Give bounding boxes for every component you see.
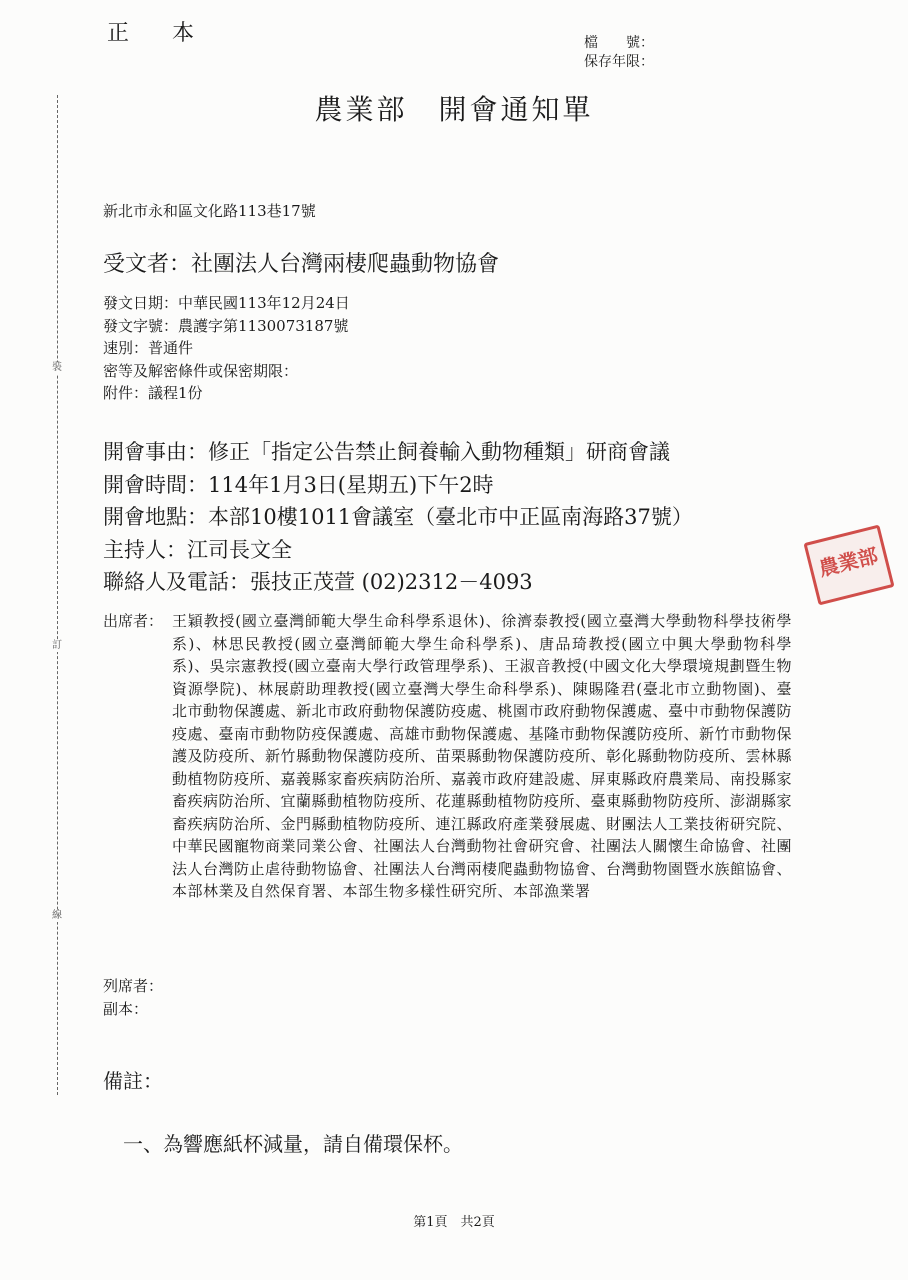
agency-seal: 農業部 [803,525,894,606]
remarks-item-1: 一、為響應紙杯減量，請自備環保杯。 [123,1132,463,1156]
issue-date: 發文日期：中華民國113年12月24日 [103,294,350,312]
observers: 列席者： [103,977,164,995]
contact-person: 聯絡人及電話：張技正茂萱 (02)2312－4093 [103,570,533,594]
attendees-label: 出席者： [103,612,164,630]
meeting-subject: 開會事由：修正「指定公告禁止飼養輸入動物種類」研商會議 [103,440,670,464]
remarks-label: 備註： [103,1069,163,1093]
original-copy-label: 正 本 [107,21,212,46]
document-number: 發文字號：農護字第1130073187號 [103,316,349,335]
delivery-speed: 速別：普通件 [103,339,194,357]
binding-mark-top: 裝 [52,362,62,373]
copies: 副本： [103,1000,149,1018]
meeting-time: 開會時間：114年1月3日(星期五)下午2時 [103,472,494,497]
attachment: 附件：議程1份 [103,384,203,402]
attendees [103,610,803,903]
meeting-details [103,436,693,599]
page-number: 第1頁 共2頁 [413,1215,495,1230]
recipient: 受文者：社團法人台灣兩棲爬蟲動物協會 [103,252,500,277]
agency-address: 新北市永和區文化路113巷17號 [103,202,316,220]
retention-period: 保存年限： [584,54,654,70]
document-title: 農業部 開會通知單 [314,93,594,126]
attendees-list: 王穎教授(國立臺灣師範大學生命科學系退休)、徐濟泰教授(國立臺灣大學動物科學技術學系)、林思民教授(國立臺灣師範大學生命科學系)、唐品琦教授(國立中興大學動物科學系)、吳宗憲教授(國立臺南大學行政管理學系)、王淑音教授(中國文化大學環境規劃暨生物資源學院)、林展蔚助理教授(國立臺灣大學生命科學系)、陳賜隆君(臺北市立動物園)、臺北市動物保護處、新北市政府動物保護防疫處、桃園市政府動物保護處、臺中市動物保護防疫處、臺南市動物防疫保護處、高雄市動物保護處、基隆市動物保護防疫所、新竹市動物保護及防疫所、新竹縣動物保護防疫所、苗栗縣動物保護防疫所、彰化縣動物防疫所、雲林縣動植物防疫所、嘉義縣家畜疾病防治所、嘉義市政府建設處、屏東縣政府農業局、南投縣家畜疾病防治所、宜蘭縣動植物防疫所、花蓮縣動植物防疫所、臺東縣動物防疫所、澎湖縣家畜疾病防治所、金門縣動植物防疫所、連江縣政府產業發展處、財團法人工業技術研究院、中華民國寵物商業同業公會、社團法人台灣動物社會研究會、社團法人關懷生命協會、社團法人台灣防止虐待動物協會、社團法人台灣兩棲爬蟲動物協會、台灣動物園暨水族館協會、本部林業及自然保育署、本部生物多樣性研究所、本部漁業署 [172,612,793,900]
confidentiality: 密等及解密條件或保密期限： [103,361,299,380]
binding-line [57,95,58,1095]
filing-info [584,34,654,72]
filing-number: 檔 號： [584,35,654,51]
meeting-place: 開會地點：本部10樓1011會議室（臺北市中正區南海路37號） [103,505,693,529]
meeting-chair: 主持人：江司長文全 [103,537,292,562]
document-meta [103,292,350,405]
binding-mark-middle: 訂 [52,640,62,651]
binding-mark-bottom: 線 [52,910,62,921]
